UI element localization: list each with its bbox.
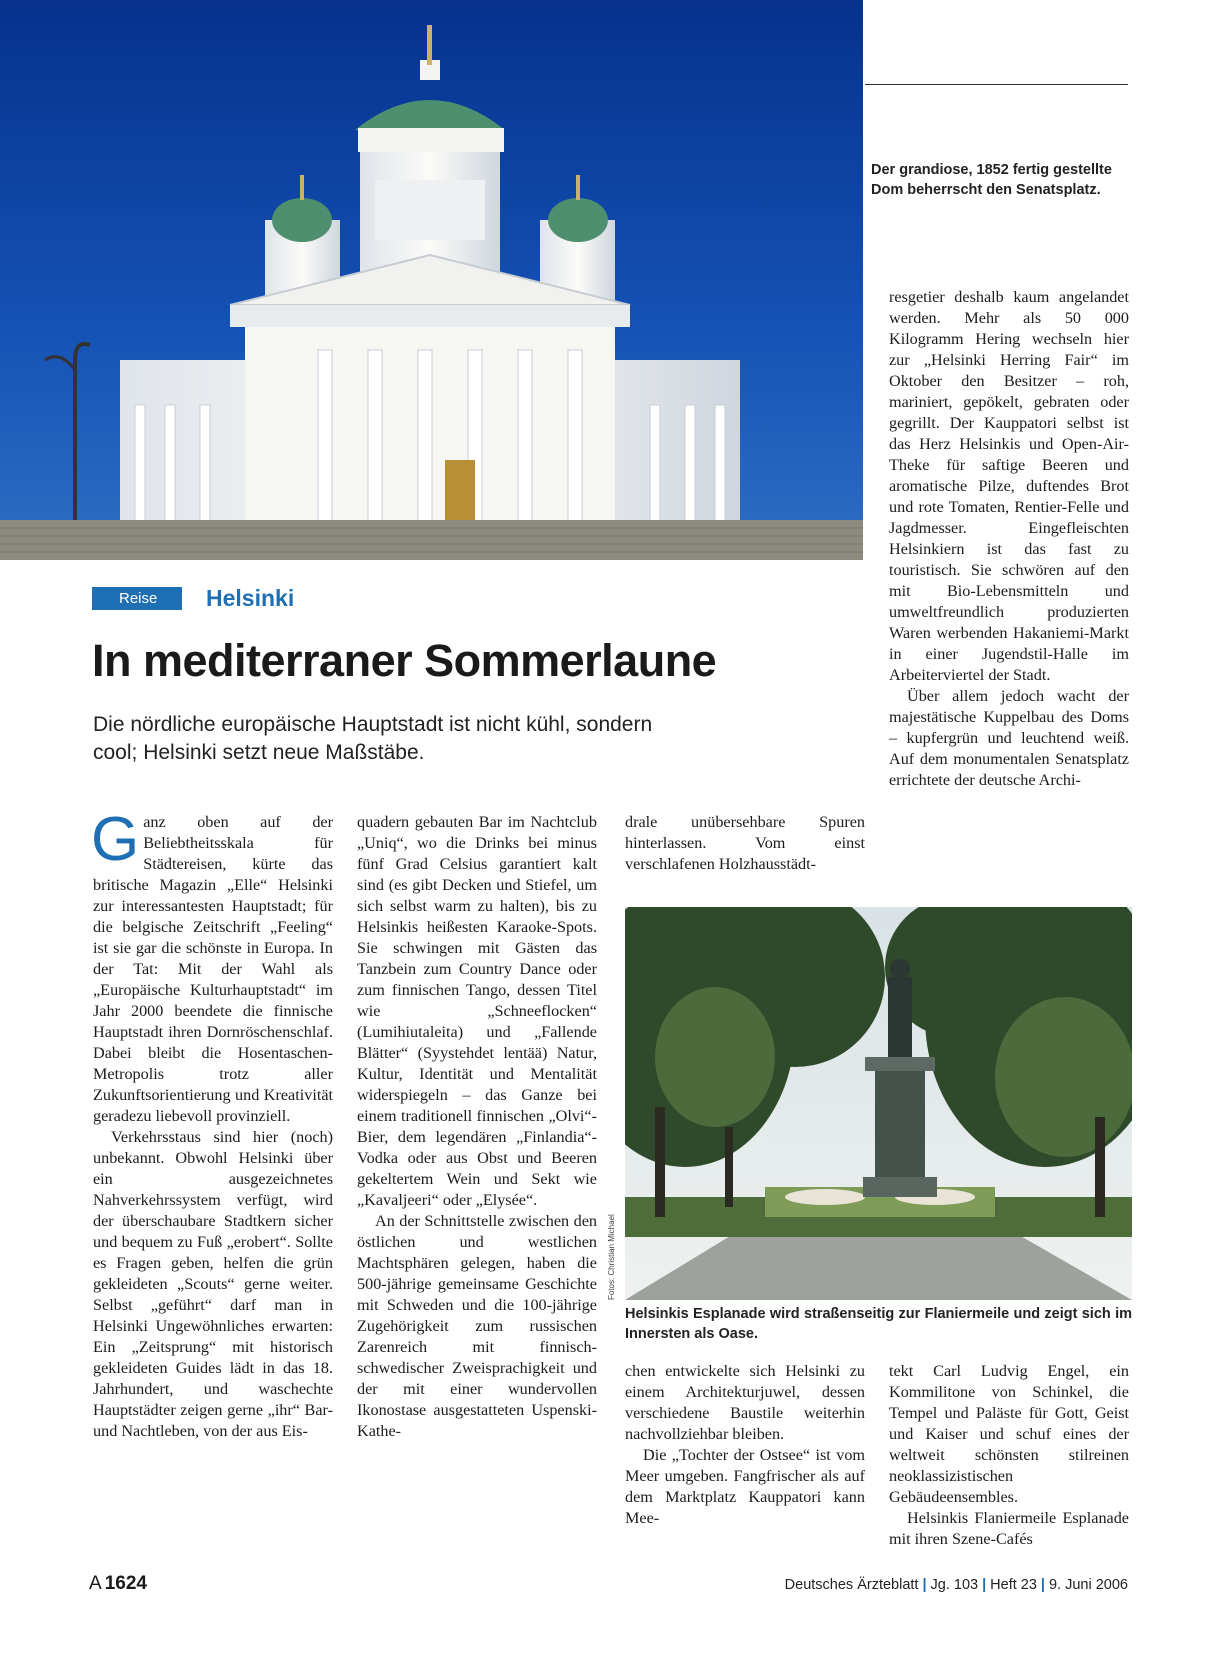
section-title: Helsinki: [206, 585, 295, 611]
separator: |: [1040, 1577, 1045, 1593]
article-column-4-top: [889, 287, 1129, 791]
paragraph: An der Schnittstelle zwischen den östlichen und westlichen Machtsphären gelegen, haben die 500-jährige gemeinsame Geschichte mit Schweden und die 100-jährige Zugehörigkeit zum russischen Zarenreich mit finnisch-schwedischer Zweisprachigkeit und der mit einer wundervollen Ikonostase ausgestatteten Uspenski-Kathe-: [357, 1212, 597, 1440]
paragraph: tekt Carl Ludvig Engel, ein Kommilitone von Schinkel, die Tempel und Paläste für Gott, Geist und Kaiser und schuf eines der weltweit schönsten stilreinen neoklassizistischen Gebäudeensembles.: [889, 1362, 1129, 1506]
paragraph: drale unübersehbare Spuren hinterlassen. Vom einst verschlafenen Holzhausstädt-: [625, 813, 865, 873]
paragraph: Helsinkis Flaniermeile Esplanade mit ihren Szene-Cafés: [889, 1509, 1129, 1548]
paragraph: quadern gebauten Bar im Nachtclub „Uniq“, wo die Drinks bei minus fünf Grad Celsius garantiert kalt sind (es gibt Decken und Stiefel, um sich selbst warm zu halten), bis zu Helsinkis heißesten Karaoke-Spots. Sie schwingen mit Gästen das Tanzbein zum Country Dance oder zum finnischen Tango, dessen Titel wie „Schneeflocken“ (Lumihiutaleita) und „Fallende Blätter“ (Syystehdet lentää) Natur, Kultur, Identität und Mentalität widerspiegeln – das Ganze bei einem traditionell finnischen „Olvi“-Bier, dem legendären „Finlandia“-Vodka oder aus Obst und Beeren gekeltertem Wein und Sekt wie „Kavaljeeri“ oder „Elysée“.: [357, 813, 597, 1209]
cathedral-photo: [0, 0, 863, 560]
paragraph: Verkehrsstaus sind hier (noch) unbekannt. Obwohl Helsinki über ein ausgezeichnetes Nahverkehrssystem verfügt, wird der überschaubare Stadtkern sicher und bequem zu Fuß „erobert“. Sollte es Fragen geben, helfen die grün gekleideten „Scouts“ gerne weiter. Selbst „geführt“ darf man in Helsinki Ungewöhnliches erwarten: Ein „Zeitsprung“ mit historisch gekleideten Guides lädt in das 18. Jahrhundert, und waschechte Hauptstädter zeigen gerne „ihr“ Bar- und Nachtleben, von der aus Eis-: [93, 1128, 333, 1440]
headline: In mediterraner Sommerlaune: [92, 635, 717, 686]
esplanade-photo: [625, 907, 1132, 1300]
top-rule: [865, 84, 1128, 85]
article-column-2: [357, 812, 597, 1442]
photo-credit: Fotos: Christian Michael: [607, 1214, 616, 1300]
paragraph: Ganz oben auf der Beliebtheitsskala für Städtereisen, kürte das britische Magazin „Elle“ Helsinki zur interessantesten Hauptstadt; für die belgische Zeitschrift „Feeling“ ist sie gar die schönste in Europa. In der Tat: Mit der Wahl als „Europäische Kulturhauptstadt“ im Jahr 2000 beendete die finnische Hauptstadt ihren Dornröschenschlaf. Dabei bleibt die Hosentaschen-Metropolis trotz aller Zukunftsorientierung und Kreativität geradezu liebevoll provinziell.: [91, 805, 333, 1125]
journal-volume: Jg. 103: [930, 1577, 979, 1593]
deck: Die nördliche europäische Hauptstadt ist nicht kühl, sondern cool; Helsinki setzt neue Maßstäbe.: [93, 713, 653, 764]
separator: |: [982, 1577, 987, 1593]
journal-issue: Heft 23: [990, 1577, 1037, 1593]
article-column-1: [91, 805, 333, 1442]
journal-date: 9. Juni 2006: [1048, 1577, 1128, 1593]
page-number: [89, 1573, 147, 1595]
separator: |: [922, 1577, 927, 1593]
esplanade-caption: Helsinkis Esplanade wird straßenseitig zur Flaniermeile und zeigt sich im Innersten als Oase.: [625, 1306, 1132, 1342]
article-column-3-top: [625, 812, 865, 875]
cathedral-caption: Der grandiose, 1852 fertig gestellte Dom beherrscht den Senatsplatz.: [871, 162, 1112, 198]
journal-name: Deutsches Ärzteblatt: [784, 1577, 919, 1593]
paragraph: chen entwickelte sich Helsinki zu einem Architekturjuwel, dessen verschiedene Baustile weiterhin nachvollziehbar bleiben.: [625, 1362, 865, 1443]
section-badge: Reise: [92, 587, 182, 610]
dropcap: G: [91, 805, 140, 874]
article-column-4-bottom: [889, 1361, 1129, 1550]
page-prefix: A: [89, 1573, 102, 1594]
article-column-3-bottom: [625, 1361, 865, 1529]
footer-info: [785, 1577, 1128, 1593]
paragraph: resgetier deshalb kaum angelandet werden. Mehr als 50 000 Kilogramm Hering wechseln hier zur „Helsinki Herring Fair“ im Oktober den Besitzer – roh, mariniert, gepökelt, gebraten oder gegrillt. Der Kauppatori selbst ist das Herz Helsinkis und Open-Air-Theke für saftige Beeren und aromatische Pilze, duftendes Brot und rote Tomaten, Rentier-Felle und Jagdmesser. Eingefleischten Helsinkiern ist das fast zu touristisch. Sie schwören auf den mit Bio-Lebensmitteln und umweltfreundlich produzierten Waren werbenden Hakaniemi-Markt in einer Jugendstil-Halle im Arbeiterviertel der Stadt.: [889, 288, 1129, 684]
paragraph: Die „Tochter der Ostsee“ ist vom Meer umgeben. Fangfrischer als auf dem Marktplatz Kauppatori kann Mee-: [625, 1446, 865, 1527]
paragraph: Über allem jedoch wacht der majestätische Kuppelbau des Doms – kupfergrün und leuchtend weiß. Auf dem monumentalen Senatsplatz errichtete der deutsche Archi-: [889, 687, 1129, 789]
page-number-value: 1624: [104, 1573, 147, 1594]
